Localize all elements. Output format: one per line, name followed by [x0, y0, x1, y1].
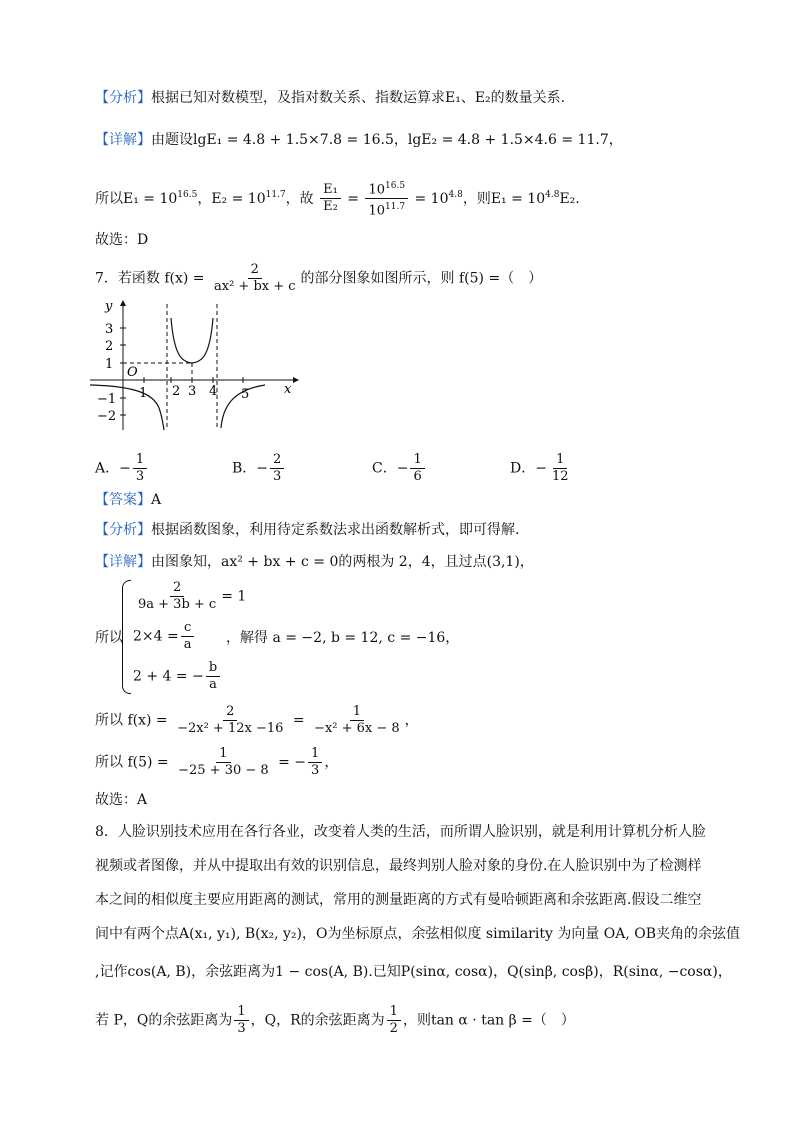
option-letter: B．−	[232, 460, 269, 477]
text: 若 P，Q的余弦距离为	[95, 1012, 233, 1029]
text: ，则E₁ = 10	[462, 190, 546, 207]
result-line	[95, 178, 580, 220]
numerator: 1	[133, 452, 147, 469]
text: 的部分图象如图所示，则 f(5) =（ ）	[300, 270, 543, 287]
curve-right	[221, 385, 265, 428]
numerator: 2	[248, 262, 262, 279]
numerator: $10^{16.5}$	[365, 178, 408, 199]
denominator: 6	[413, 469, 422, 484]
detail-line	[95, 130, 623, 150]
y-tick-label: −1	[97, 392, 117, 407]
question-8-line: 间中有两个点A(x₁, y₁), B(x₂, y₂)，O为坐标原点，余弦相似度 similarity 为向量 OA, OB夹角的余弦值	[95, 926, 741, 942]
numerator: 1	[553, 452, 567, 469]
exponent: 11.7	[265, 190, 286, 201]
detail-line-2	[95, 552, 534, 572]
answer-line	[95, 490, 161, 510]
x-axis-arrow	[293, 377, 299, 383]
numerator: 2	[170, 580, 184, 597]
fraction	[270, 452, 284, 485]
y-tick-label: −2	[97, 409, 117, 424]
numerator: 1	[308, 746, 322, 763]
system-eq-1	[133, 580, 246, 613]
fraction	[308, 746, 322, 779]
denominator: 3	[135, 469, 145, 484]
numerator: b	[206, 660, 220, 677]
system-brace	[122, 580, 131, 694]
y-axis-label: y	[105, 299, 113, 314]
analysis-line	[95, 88, 565, 108]
fraction	[135, 580, 219, 613]
denominator: 12	[551, 469, 569, 484]
x-tick-label: 3	[188, 384, 197, 399]
denominator: E₂	[323, 199, 338, 215]
fraction	[133, 452, 147, 485]
denominator: −x² + 6x − 8	[314, 721, 400, 736]
detail-tag: 【详解】	[95, 554, 151, 570]
option-letter: D．−	[510, 460, 547, 477]
fraction	[320, 182, 341, 215]
question-8-line: 8．人脸识别技术应用在各行各业，改变着人类的生活，而所谓人脸识别，就是利用计算机分析人脸	[95, 824, 706, 840]
denominator: a	[209, 677, 217, 692]
option-b[interactable]	[232, 452, 286, 485]
numerator: E₁	[320, 182, 341, 199]
fraction	[549, 452, 572, 485]
fraction	[174, 704, 286, 737]
fraction	[365, 178, 408, 220]
function-graph	[85, 296, 305, 436]
system-eq-3	[133, 660, 222, 693]
fraction	[311, 704, 403, 737]
equals: =	[347, 190, 359, 207]
text: 2 + 4 = −	[133, 668, 204, 685]
y-tick-label: 3	[105, 322, 114, 337]
detail-text: 由题设lgE₁ = 4.8 + 1.5×7.8 = 16.5，lgE₂ = 4.8 + 1.5×4.6 = 11.7，	[151, 132, 623, 148]
numerator: c	[181, 620, 194, 637]
y-tick-label: 1	[105, 357, 114, 372]
numerator: 2	[223, 704, 237, 721]
fraction	[387, 1004, 401, 1037]
system-eq-2	[133, 620, 197, 653]
numerator: 1	[387, 1004, 401, 1021]
text: = 10	[414, 190, 449, 207]
equals: =	[292, 712, 305, 729]
numerator: 1	[410, 452, 424, 469]
fx-line	[95, 704, 419, 737]
analysis-text: 根据已知对数模型，及指对数关系、指数运算求E₁、E₂的数量关系.	[151, 90, 566, 106]
denominator: 3	[311, 763, 320, 778]
system-solution: ，解得 a = −2, b = 12, c = −16，	[226, 630, 460, 646]
x-tick-label: 4	[209, 384, 218, 399]
denominator: 9a + 3b + c	[138, 597, 217, 612]
text: ，E₂ = 10	[197, 190, 266, 207]
option-letter: A．−	[95, 460, 131, 477]
f5-line	[95, 746, 338, 779]
y-axis-arrow	[120, 300, 126, 306]
analysis-line-2	[95, 520, 519, 540]
exponent: 4.8	[545, 190, 560, 201]
analysis-tag: 【分析】	[95, 90, 151, 106]
denominator: 2	[389, 1021, 398, 1036]
text: 所以 f(5) =	[95, 754, 169, 771]
analysis-text: 根据函数图象，利用待定系数法求出函数解析式，即可得解.	[151, 522, 520, 538]
curve-middle	[171, 318, 213, 363]
text: ，	[404, 712, 419, 729]
detail-text: 由图象知，ax² + bx + c = 0的两根为 2，4，且过点(3,1)，	[151, 554, 534, 570]
text: 2×4 =	[133, 628, 179, 645]
answer-tag: 【答案】	[95, 492, 151, 508]
x-tick-label: 1	[139, 386, 148, 401]
choose-line-2: 故选：A	[95, 792, 148, 808]
x-tick-label: 5	[241, 387, 250, 402]
numerator: 2	[270, 452, 284, 469]
fraction	[206, 660, 220, 693]
numerator: 1	[350, 704, 364, 721]
exponent: 16.5	[177, 190, 198, 201]
option-a[interactable]	[95, 452, 149, 485]
text: 7．若函数 f(x) =	[95, 270, 205, 287]
y-tick-label: 2	[105, 339, 114, 354]
question-8-line: 视频或者图像，并从中提取出有效的识别信息，最终判别人脸对象的身份.在人脸识别中为了检测样	[95, 858, 702, 874]
analysis-tag: 【分析】	[95, 522, 151, 538]
numerator: 1	[234, 1004, 248, 1021]
fraction	[234, 1004, 248, 1037]
text: ，	[324, 754, 339, 771]
equals: = −	[278, 754, 307, 771]
detail-tag: 【详解】	[95, 132, 151, 148]
text: 所以 f(x) =	[95, 712, 168, 729]
option-d[interactable]	[510, 452, 574, 485]
denominator: −2x² + 12x −16	[177, 721, 284, 736]
x-axis-label: x	[284, 382, 292, 397]
option-letter: C．−	[372, 460, 409, 477]
origin-label: O	[127, 365, 138, 380]
numerator: 1	[216, 746, 230, 763]
text: ，则tan α · tan β =（ ）	[402, 1012, 575, 1029]
denominator: 3	[237, 1021, 246, 1036]
fraction	[181, 620, 195, 653]
option-c[interactable]	[372, 452, 427, 485]
fraction	[211, 262, 299, 295]
text: 所以E₁ = 10	[95, 190, 178, 207]
text: = 1	[221, 588, 247, 605]
denominator: a	[183, 637, 192, 652]
question-8-line: ,记作cos(A, B)，余弦距离为1 − cos(A, B).已知P(sinα, cosα)，Q(sinβ, cosβ)，R(sinα, −cosα)，	[95, 964, 732, 980]
denominator: 3	[273, 469, 282, 484]
question-7	[95, 262, 542, 295]
choose-line: 故选：D	[95, 232, 149, 248]
system-prefix: 所以	[95, 630, 123, 646]
question-8-last-line	[95, 1004, 575, 1037]
text: E₂.	[559, 190, 580, 207]
fraction	[175, 746, 272, 779]
text: ，故	[285, 190, 314, 207]
denominator: $10^{11.7}$	[368, 202, 406, 219]
fraction	[410, 452, 424, 485]
denominator: ax² + bx + c	[214, 279, 296, 294]
question-8-line: 本之间的相似度主要应用距离的测试，常用的测量距离的方式有曼哈顿距离和余弦距离.假设二维空	[95, 892, 702, 908]
text: ，Q，R的余弦距离为	[250, 1012, 385, 1029]
exponent: 4.8	[448, 190, 463, 201]
answer-text: A	[151, 492, 162, 508]
x-tick-label: 2	[172, 384, 181, 399]
denominator: −25 + 30 − 8	[178, 763, 269, 778]
